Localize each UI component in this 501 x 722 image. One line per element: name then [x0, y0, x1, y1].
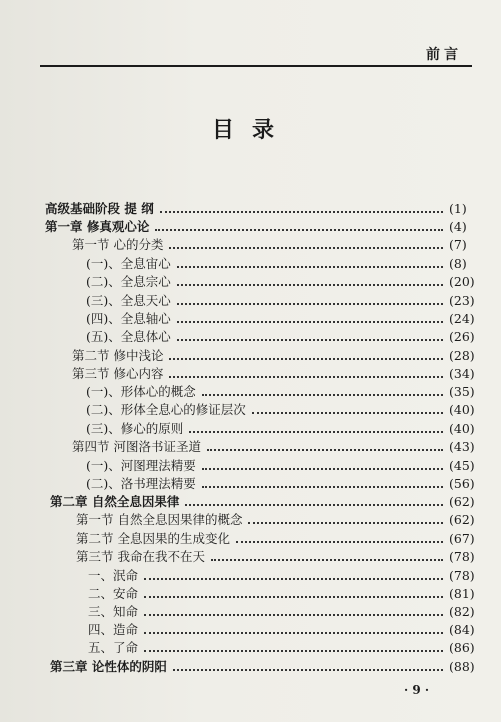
- toc-entry: [0, 290, 501, 310]
- toc-entry-page: (67): [449, 530, 475, 546]
- toc-entry-title: (三)、全息天心: [86, 293, 171, 308]
- leader-dots: [144, 577, 443, 580]
- toc-entry: [0, 528, 501, 548]
- toc-entry-page: (26): [449, 328, 475, 344]
- toc-entry-page: (1): [449, 200, 467, 216]
- running-header: 前言: [426, 47, 462, 63]
- toc-entry: [0, 565, 501, 585]
- toc-entry: [0, 436, 501, 456]
- toc-entry: [0, 583, 501, 603]
- toc-entry-page: (34): [449, 365, 475, 381]
- leader-dots: [155, 228, 443, 231]
- toc-entry-page: (62): [449, 511, 475, 527]
- leader-dots: [248, 521, 443, 524]
- toc-entry-page: (45): [449, 457, 475, 473]
- toc-entry-page: (7): [449, 236, 467, 252]
- toc-entry-title: 第一节 心的分类: [72, 237, 164, 252]
- leader-dots: [144, 595, 443, 598]
- toc-entry: [0, 363, 501, 383]
- toc-entry: [0, 271, 501, 291]
- toc-entry-title: 第三节 我命在我不在天: [76, 549, 205, 564]
- toc-entry: [0, 198, 501, 218]
- leader-dots: [177, 283, 443, 286]
- page-title: 目录: [212, 117, 293, 143]
- toc-entry: [0, 253, 501, 273]
- toc-entry-page: (35): [449, 383, 475, 399]
- toc-entry-title: 高级基础阶段 提 纲: [45, 201, 154, 216]
- leader-dots: [202, 485, 443, 488]
- toc-entry-title: (四)、全息轴心: [86, 311, 171, 326]
- toc-entry-title: 第二节 修中浅论: [72, 348, 164, 363]
- toc-entry-page: (40): [449, 401, 475, 417]
- leader-dots: [252, 411, 443, 414]
- leader-dots: [177, 320, 443, 323]
- toc-entry-page: (28): [449, 347, 475, 363]
- toc-entry-title: 四、造命: [88, 622, 139, 637]
- leader-dots: [202, 467, 443, 470]
- leader-dots: [144, 631, 443, 634]
- toc-entry-page: (78): [449, 567, 475, 583]
- toc-entry-title: (一)、全息宙心: [86, 256, 171, 271]
- leader-dots: [169, 246, 443, 249]
- leader-dots: [144, 649, 443, 652]
- toc-entry-title: 第二章 自然全息因果律: [50, 494, 180, 509]
- toc-entry-title: 第四节 河图洛书证圣道: [72, 439, 201, 454]
- toc-entry-title: 五、了命: [88, 640, 139, 655]
- toc-entry-page: (86): [449, 639, 475, 655]
- toc-entry-page: (24): [449, 310, 475, 326]
- leader-dots: [177, 338, 443, 341]
- toc-entry-title: 一、泯命: [88, 568, 139, 583]
- toc-entry-title: (一)、河图理法精要: [86, 458, 196, 473]
- leader-dots: [144, 613, 443, 616]
- leader-dots: [169, 357, 443, 360]
- toc-entry: [0, 381, 501, 401]
- toc-entry: [0, 308, 501, 328]
- toc-entry-page: (88): [449, 658, 475, 674]
- toc-entry-title: 第二节 全息因果的生成变化: [76, 531, 230, 546]
- leader-dots: [207, 448, 443, 451]
- toc-entry-title: (二)、全息宗心: [86, 274, 171, 289]
- toc-entry: [0, 601, 501, 621]
- toc-entry-title: 三、知命: [88, 604, 139, 619]
- toc-entry: [0, 509, 501, 529]
- toc-entry: [0, 216, 501, 236]
- toc-entry: [0, 455, 501, 475]
- toc-entry: [0, 491, 501, 511]
- toc-entry-page: (4): [449, 218, 467, 234]
- toc-entry: [0, 546, 501, 566]
- toc-entry-title: (五)、全息体心: [86, 329, 171, 344]
- toc-entry-page: (56): [449, 475, 475, 491]
- toc-entry-title: 第一节 自然全息因果律的概念: [76, 512, 243, 527]
- leader-dots: [189, 430, 443, 433]
- toc-entry-title: (二)、形体全息心的修证层次: [86, 402, 246, 417]
- leader-dots: [173, 668, 443, 671]
- toc-entry-page: (8): [449, 255, 467, 271]
- toc-entry-page: (43): [449, 438, 475, 454]
- toc-entry-page: (23): [449, 292, 475, 308]
- toc-entry-page: (84): [449, 621, 475, 637]
- toc-entry-page: (62): [449, 493, 475, 509]
- toc-entry: [0, 234, 501, 254]
- toc-entry: [0, 619, 501, 639]
- page-number: · 9 ·: [404, 683, 430, 697]
- toc-entry-title: 二、安命: [88, 586, 139, 601]
- leader-dots: [236, 540, 443, 543]
- leader-dots: [169, 375, 443, 378]
- toc-entry-page: (82): [449, 603, 475, 619]
- leader-dots: [160, 210, 443, 213]
- toc-entry: [0, 418, 501, 438]
- toc-entry-title: 第三章 论性体的阴阳: [50, 659, 167, 674]
- leader-dots: [185, 503, 443, 506]
- toc-entry-page: (78): [449, 548, 475, 564]
- toc-entry: [0, 345, 501, 365]
- toc-entry: [0, 326, 501, 346]
- leader-dots: [202, 393, 443, 396]
- toc-entry-title: 第三节 修心内容: [72, 366, 164, 381]
- toc-entry: [0, 637, 501, 657]
- toc-entry: [0, 656, 501, 676]
- toc-entry: [0, 399, 501, 419]
- toc-entry-page: (40): [449, 420, 475, 436]
- toc-entry-title: (一)、形体心的概念: [86, 384, 196, 399]
- toc-entry-title: 第一章 修真观心论: [45, 219, 150, 234]
- toc-entry-page: (81): [449, 585, 475, 601]
- toc-entry: [0, 473, 501, 493]
- leader-dots: [177, 302, 443, 305]
- leader-dots: [211, 558, 443, 561]
- toc-entry-title: (三)、修心的原则: [86, 421, 184, 436]
- toc-entry-title: (二)、洛书理法精要: [86, 476, 196, 491]
- leader-dots: [177, 265, 443, 268]
- toc-entry-page: (20): [449, 273, 475, 289]
